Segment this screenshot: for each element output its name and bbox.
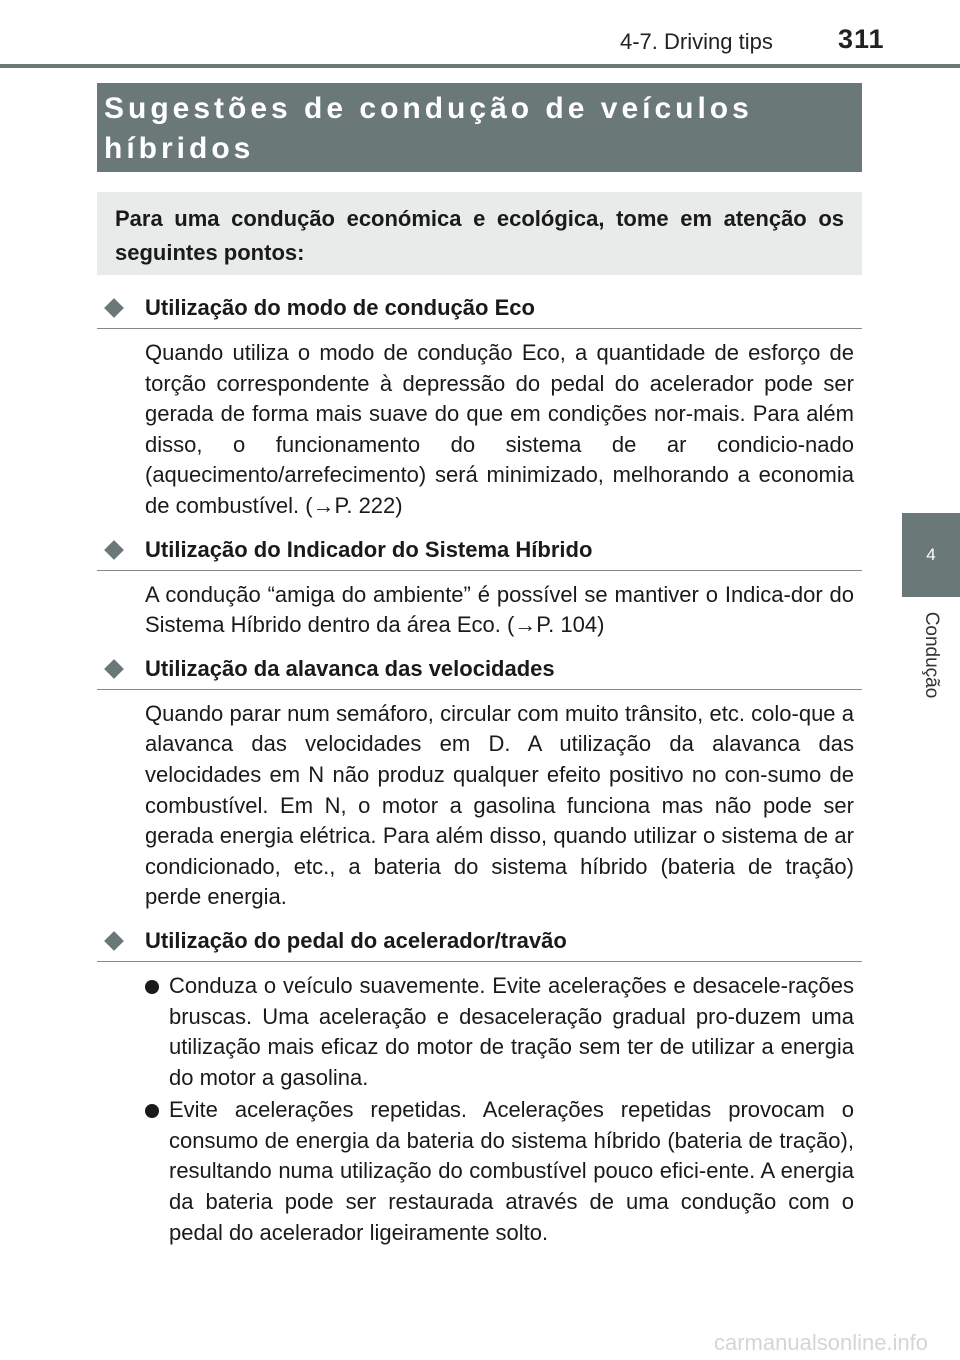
section-body: Quando utiliza o modo de condução Eco, a quantidade de esforço de torção correspondente à depressão do pedal do acelerador pode ser gerada de forma mais suave do que em condições nor-mais. Para além disso, o funcionamento do sistema de ar condicio-nado (aquecimento/arrefecimento) será minimizado, melhorando a economia de combustível. (→P. 222) — [145, 340, 854, 518]
intro-text: Para uma condução económica e ecológica, tome em atenção os seguintes pontos: — [115, 206, 844, 265]
intro-box — [97, 192, 862, 275]
title-banner — [97, 83, 862, 172]
list-item — [145, 1095, 854, 1248]
header-section-title: 4-7. Driving tips — [620, 29, 773, 54]
bullet-dot-icon — [145, 980, 159, 994]
page-title: Sugestões de condução de veículos híbridos — [104, 92, 753, 165]
content — [97, 293, 862, 1250]
diamond-bullet-icon — [104, 931, 124, 951]
section-heading — [97, 654, 862, 690]
section-heading — [97, 535, 862, 571]
section-body: A condução “amiga do ambiente” é possível se mantiver o Indica-dor do Sistema Híbrido dentro da área Eco. (→P. 104) — [145, 581, 854, 638]
section-title: Utilização do Indicador do Sistema Híbrido — [145, 536, 593, 562]
watermark: carmanualsonline.info — [714, 1330, 929, 1355]
section-title: Utilização do modo de condução Eco — [145, 295, 535, 320]
list-item — [145, 971, 854, 1093]
diamond-bullet-icon — [104, 298, 124, 318]
diamond-bullet-icon — [104, 540, 124, 560]
section-hybrid-indicator — [97, 535, 862, 641]
section-title: Utilização do pedal do acelerador/travão — [145, 927, 567, 953]
section-title: Utilização da alavanca das velocidades — [145, 655, 555, 681]
bullet-list — [145, 971, 854, 1248]
chapter-label: Condução — [921, 611, 942, 699]
section-heading — [97, 926, 862, 962]
bullet-dot-icon — [145, 1104, 159, 1118]
section-shift-lever — [97, 654, 862, 913]
section-eco-mode — [97, 293, 862, 522]
section-body: Quando parar num semáforo, circular com muito trânsito, etc. colo-que a alavanca das velocidades em D. A utilização da alavanca das velocidades em N não produz qualquer efeito positivo no con-sumo de combustível. Em N, o motor a gasolina funciona mas não pode ser gerada energia elétrica. Para além disso, quando utilizar o sistema de ar condicionado, etc., a bateria do sistema híbrido (bateria de tração) perde energia. — [145, 700, 854, 910]
list-item-text: Conduza o veículo suavemente. Evite acelerações e desacele-rações bruscas. Uma aceleração e desaceleração gradual pro-duzem uma utilização mais eficaz do motor de tração sem ter de utilizar a energia do motor a gasolina. — [169, 972, 854, 1090]
chapter-number: 4 — [926, 545, 936, 564]
list-item-text: Evite acelerações repetidas. Acelerações repetidas provocam o consumo de energia da bateria do sistema híbrido (bateria de tração), resultando numa utilização do combustível pouco efici-ente. A energia da bateria pode ser restaurada através de uma condução com o pedal do acelerador ligeiramente solto. — [169, 1097, 854, 1245]
diamond-bullet-icon — [104, 659, 124, 679]
chapter-tab — [902, 513, 960, 597]
page-header — [0, 0, 960, 70]
section-heading — [97, 293, 862, 329]
header-rule — [0, 64, 960, 68]
section-pedals — [97, 926, 862, 1248]
page-number: 311 — [838, 24, 885, 54]
